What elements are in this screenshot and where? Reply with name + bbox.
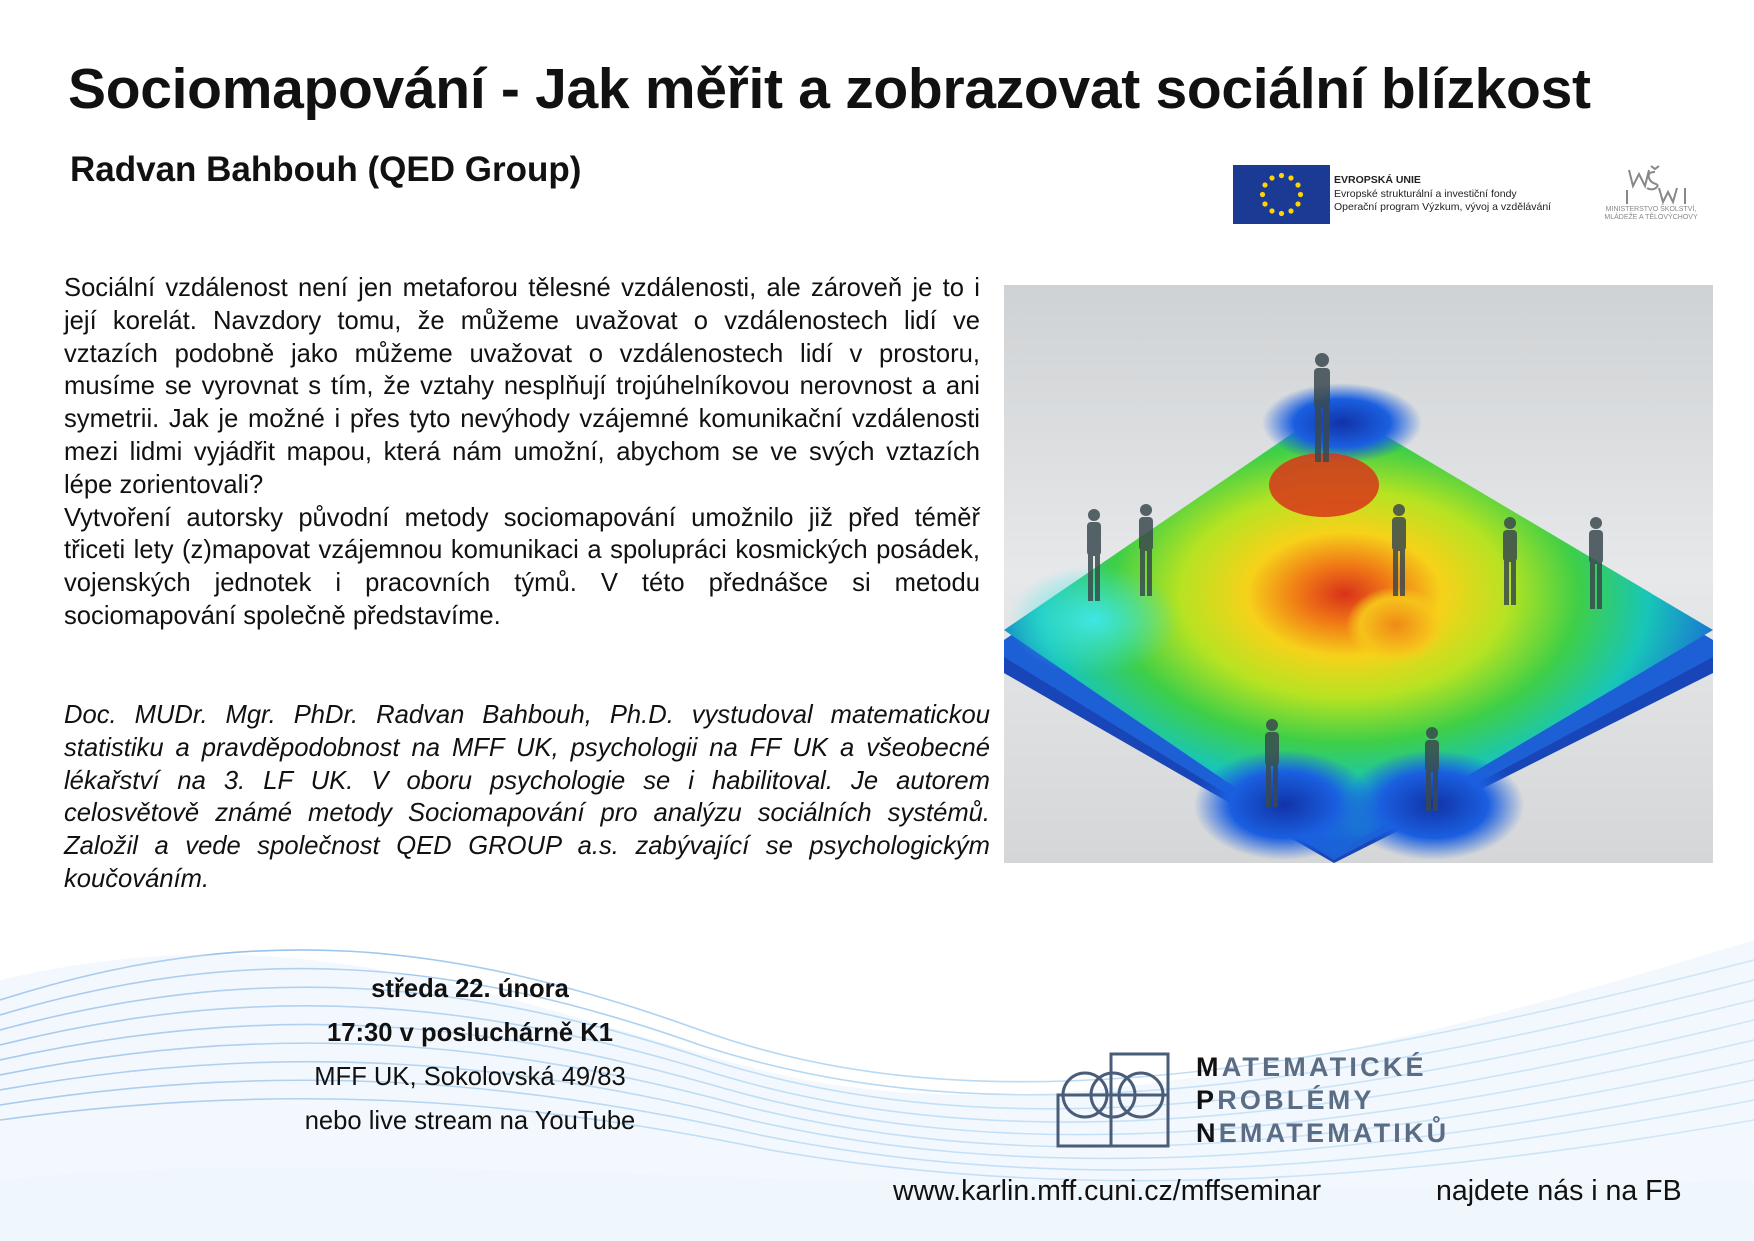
- event-info: [230, 967, 710, 1143]
- seminar-name-line-2: PROBLÉMY: [1196, 1085, 1375, 1115]
- event-time-place: 17:30 v posluchárně K1: [327, 1019, 613, 1047]
- eu-line-2: Evropské strukturální a investiční fondy: [1334, 187, 1517, 200]
- eu-star: [1262, 182, 1267, 187]
- eu-star: [1269, 175, 1274, 180]
- abstract-paragraph-2: Vytvoření autorsky původní metody sociomapování umožnilo již před téměř třiceti lety (z)mapovat vzájemnou komunikaci a spolupráci kosmických posádek, vojenských jednotek i pracovních týmů. V této přednášce si metodu sociomapování společně představíme.: [64, 503, 980, 630]
- abstract-paragraph-1: Sociální vzdálenost není jen metaforou tělesné vzdálenosti, ale zároveň je to i její korelát. Navzdory tomu, že můžeme uvažovat o vzdálenostech lidí ve vztazích podobně jako můžeme uvažovat o vzdálenostech lidí v prostoru, musíme se vyrovnat s tím, že vztahy nesplňují trojúhelníkovou nerovnost a ani symetrii. Jak je možné i přes tyto nevýhody vzájemné komunikační vzdálenosti mezi lidmi vyjádřit mapou, která nám umožní, abychom se ve svých vztazích lépe zorientovali?: [64, 274, 980, 499]
- speaker-bio: Doc. MUDr. Mgr. PhDr. Radvan Bahbouh, Ph.D. vystudoval matematickou statistiku a pravděpodobnost na MFF UK, psychologii na FF UK a všeobecné lékařství na 3. LF UK. V oboru psychologie se i habilitoval. Je autorem celosvětově známé metody Sociomapování pro analýzu sociálních systémů. Založil a vede společnost QED GROUP a.s. zabývající se psychologickým koučováním.: [64, 701, 990, 893]
- eu-star: [1295, 201, 1300, 206]
- eu-flag-icon: [1233, 165, 1330, 224]
- eu-star: [1288, 175, 1293, 180]
- eu-star: [1279, 211, 1284, 216]
- eu-logo-text: [1334, 174, 1551, 215]
- event-address: MFF UK, Sokolovská 49/83: [314, 1063, 626, 1091]
- eu-star: [1288, 208, 1293, 213]
- eu-star: [1295, 182, 1300, 187]
- eu-star: [1269, 208, 1274, 213]
- event-date: středa 22. února: [371, 975, 569, 1003]
- seminar-name-line-3: NEMATEMATIKŮ: [1196, 1118, 1450, 1148]
- msmt-line-1: MINISTERSTVO ŠKOLSTVÍ,: [1605, 206, 1697, 213]
- msmt-line-2: MLÁDEŽE A TĚLOVÝCHOVY: [1604, 214, 1698, 221]
- eu-line-1: EVROPSKÁ UNIE: [1334, 174, 1421, 186]
- abstract: [64, 272, 980, 633]
- page-title: Sociomapování - Jak měřit a zobrazovat sociální blízkost: [68, 57, 1591, 121]
- eu-star: [1260, 192, 1265, 197]
- event-stream: nebo live stream na YouTube: [304, 1107, 636, 1135]
- eu-star: [1262, 201, 1267, 206]
- eu-line-3: Operační program Výzkum, vývoj a vzdělávání: [1334, 201, 1552, 213]
- speaker-name: Radvan Bahbouh (QED Group): [70, 150, 582, 189]
- facebook-note: najdete nás i na FB: [1436, 1175, 1682, 1207]
- seminar-logo-icon: [1055, 1051, 1171, 1149]
- sociomap-illustration: [1004, 285, 1713, 863]
- seminar-name: [1196, 1051, 1449, 1150]
- msmt-logo-text: [1586, 206, 1716, 222]
- eu-star: [1279, 173, 1284, 178]
- website-link[interactable]: www.karlin.mff.cuni.cz/mffseminar: [893, 1175, 1322, 1207]
- seminar-name-line-1: MATEMATICKÉ: [1196, 1052, 1427, 1082]
- eu-star: [1298, 192, 1303, 197]
